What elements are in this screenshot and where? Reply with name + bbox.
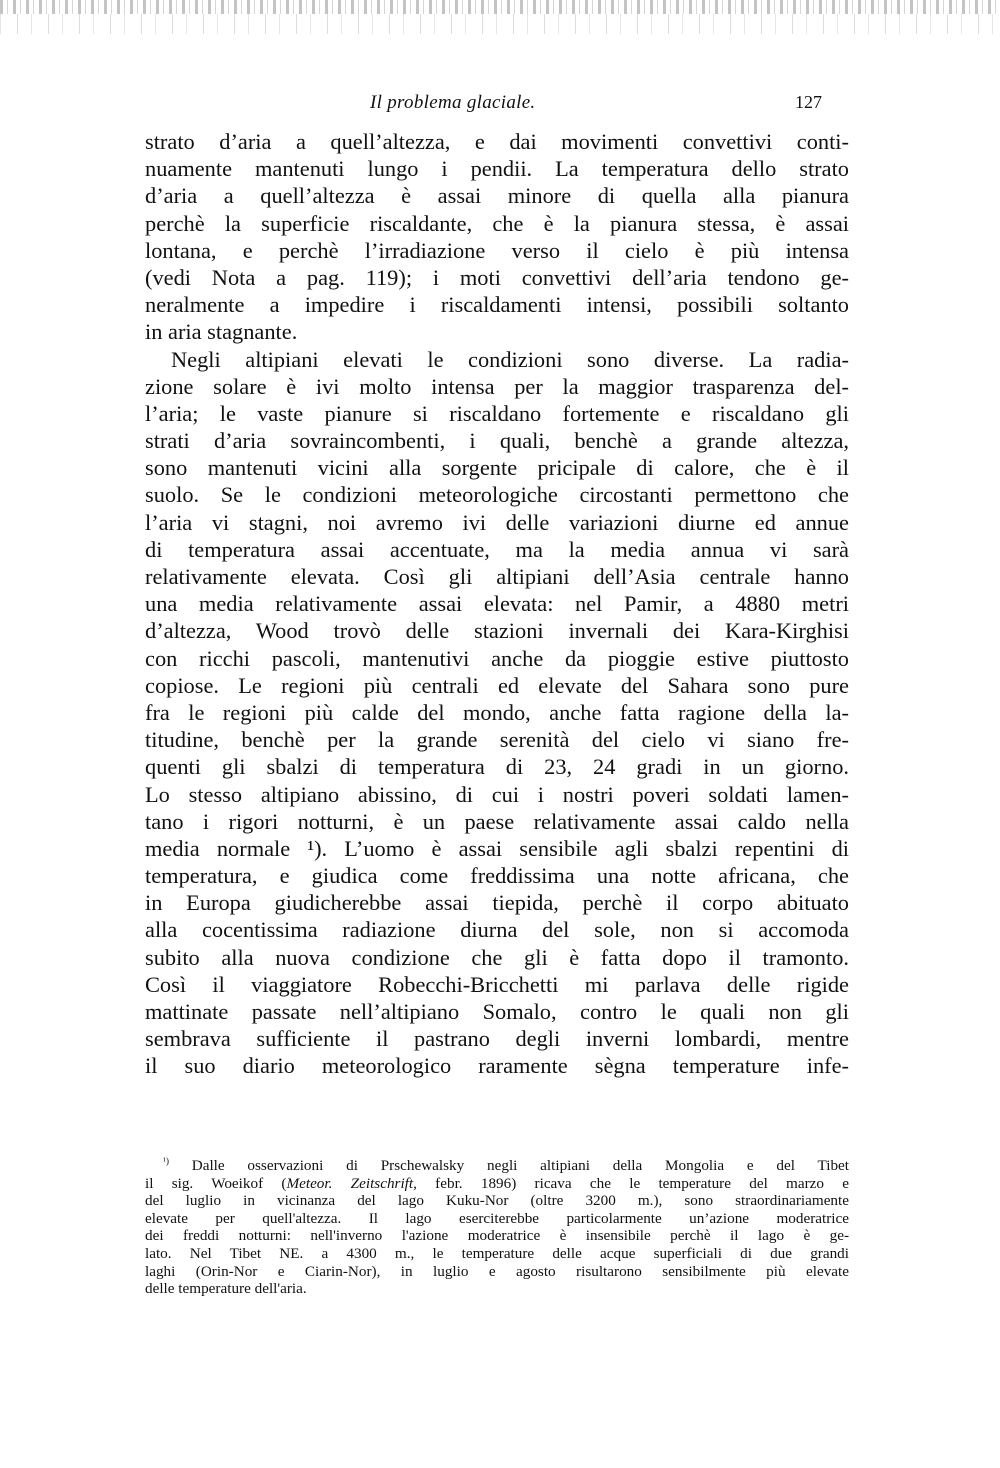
running-title: Il problema glaciale. [370,92,536,113]
text-line: Così il viaggiatore Robecchi-Bricchetti mi parlava delle rigide [145,971,849,997]
text-line: lontana, e perchè l’irradiazione verso il cielo è più intensa [145,237,849,263]
text-line: subito alla nuova condizione che gli è fatta dopo il tramonto. [145,944,849,970]
footnote-line: delle temperature dell'aria. [145,1280,307,1298]
text-line: il suo diario meteorologico raramente sègna temperature infe- [145,1053,849,1079]
text-line: in Europa giudicherebbe assai tiepida, perchè il corpo abituato [145,890,849,916]
text-line: temperatura, e giudica come freddissima una notte africana, che [145,863,849,889]
footnote-text: , febr. 1896) ricava che le temperature del marzo e [413,1174,849,1192]
page-number: 127 [795,92,822,112]
text-line: copiose. Le regioni più centrali ed elevate del Sahara sono pure [145,672,849,698]
text-line: di temperatura assai accentuate, ma la media annua vi sarà [145,536,849,562]
text-line: titudine, benchè per la grande serenità del cielo vi siano fre- [145,727,849,753]
text-line: (vedi Nota a pag. 119); i moti convettivi dell’aria tendono ge- [145,264,849,290]
text-line: tano i rigori notturni, è un paese relativamente assai caldo nella [145,808,849,834]
text-line: strati d’aria sovraincombenti, i quali, benchè a grande altezza, [145,428,849,454]
footnote [145,1156,849,1298]
text-line: d’aria a quell’altezza è assai minore di quella alla pianura [145,183,849,209]
scan-artifact-top [0,0,1000,14]
text-line: mattinate passate nell’altipiano Somalo, contro le quali non gli [145,999,849,1024]
text-line: relativamente elevata. Così gli altipiani dell’Asia centrale hanno [145,564,849,589]
text-line: quenti gli sbalzi di temperatura di 23, 24 gradi in un giorno. [145,754,849,780]
text-line: alla cocentissima radiazione diurna del sole, non si accomoda [145,917,849,943]
text-line-paragraph-start: Negli altipiani elevati le condizioni sono diverse. La radia- [171,346,849,372]
text-line-paragraph-end: in aria stagnante. [145,319,298,345]
text-line: suolo. Se le condizioni meteorologiche circostanti permettono che [145,482,849,508]
text-line: strato d’aria a quell’altezza, e dai movimenti convettivi conti- [145,129,849,154]
text-line: zione solare è ivi molto intensa per la maggior trasparenza del- [145,373,849,399]
footnote-marker: ¹) [163,1156,169,1167]
text-line: l’aria; le vaste pianure si riscaldano fortemente e riscaldano gli [145,400,849,426]
text-line: nuamente mantenuti lungo i pendii. La temperatura dello strato [145,156,849,182]
footnote-citation-italic: Meteor. Zeitschrift [286,1174,414,1192]
text-line-with-footnote-ref: media normale ¹). L’uomo è assai sensibile agli sbalzi repentini di [145,835,849,861]
footnote-text: il sig. Woeikof ( [145,1174,287,1192]
footnote-line: laghi (Orin-Nor e Ciarin-Nor), in luglio e agosto risultarono sensibilmente più elevate [145,1262,849,1280]
text-line: neralmente a impedire i riscaldamenti intensi, possibili soltanto [145,292,849,318]
footnote-line [163,1157,849,1175]
footnote-line: del luglio in vicinanza del lago Kuku-Nor (oltre 3200 m.), sono straordinariamente [145,1192,849,1210]
text-line: Lo stesso altipiano abissino, di cui i nostri poveri soldati lamen- [145,781,849,807]
scan-artifact-speckle [0,14,1000,34]
footnote-line: lato. Nel Tibet NE. a 4300 m., le temperature delle acque superficiali di due grandi [145,1244,849,1262]
running-header [145,92,848,118]
text-line: sembrava sufficiente il pastrano degli inverni lombardi, mentre [145,1026,849,1052]
footnote-text: Dalle osservazioni di Prschewalsky negli altipiani della Mongolia e del Tibet [191,1157,849,1174]
text-line: con ricchi pascoli, mantenutivi anche da pioggie estive piuttosto [145,645,849,671]
text-line: l’aria vi stagni, noi avremo ivi delle variazioni diurne ed annue [145,509,849,535]
text-line: una media relativamente assai elevata: nel Pamir, a 4880 metri [145,591,849,617]
body-text [145,128,849,1080]
text-line: sono mantenuti vicini alla sorgente pricipale di calore, che è il [145,455,849,481]
text-line: d’altezza, Wood trovò delle stazioni invernali dei Kara-Kirghisi [145,618,849,644]
footnote-line: dei freddi notturni: nell'inverno l'azione moderatrice è insensibile perchè il lago è ge- [145,1227,849,1245]
footnote-line [145,1175,849,1193]
footnote-line: elevate per quell'altezza. Il lago eserciterebbe particolarmente un’azione moderatrice [145,1209,849,1227]
text-line: perchè la superficie riscaldante, che è la pianura stessa, è assai [145,210,849,236]
text-line: fra le regioni più calde del mondo, anche fatta ragione della la- [145,699,849,725]
